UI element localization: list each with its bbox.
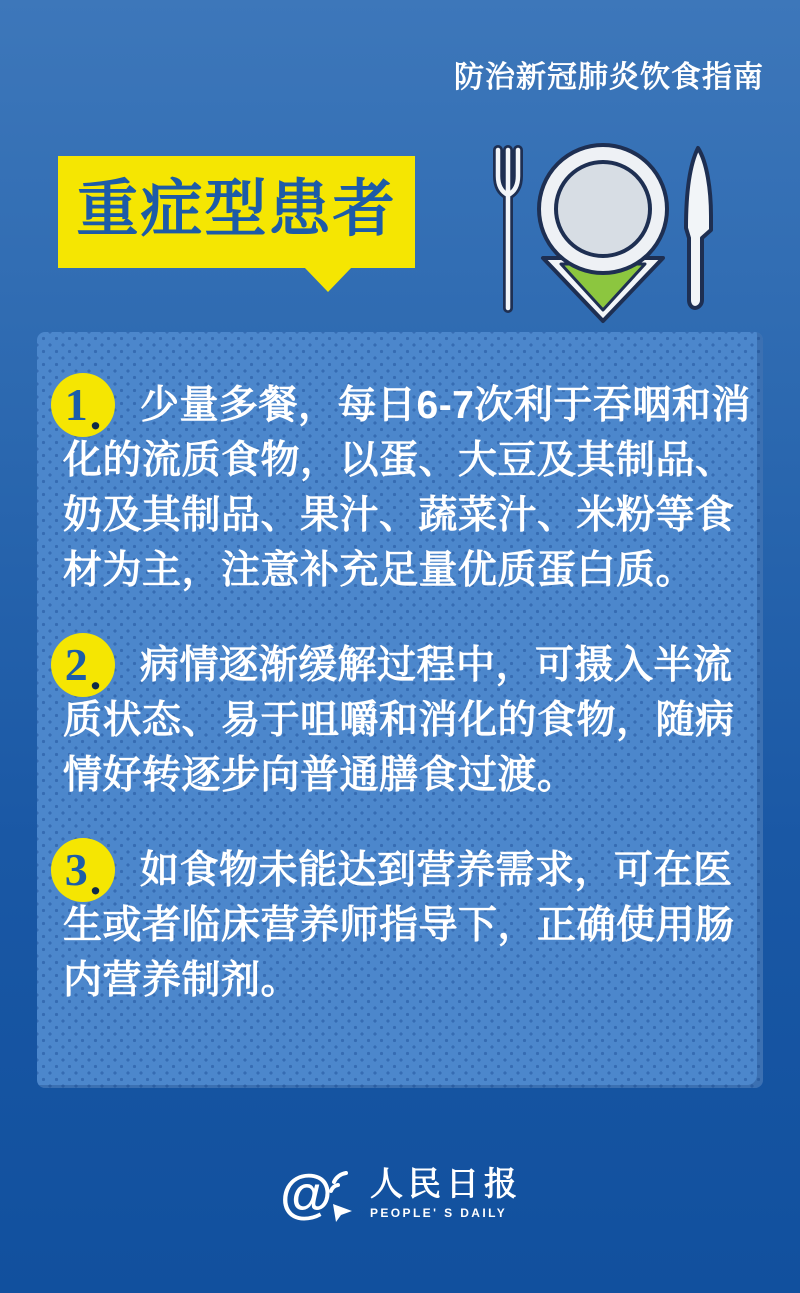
footer-brand <box>0 1162 800 1224</box>
list-item-1 <box>63 378 753 598</box>
number-badge-3: 3 . <box>51 838 115 902</box>
signal-wave-icon <box>334 1173 346 1182</box>
brand-name-en: PEOPLE' S DAILY <box>370 1206 508 1220</box>
content-panel <box>37 332 763 1088</box>
knife-icon <box>686 148 711 308</box>
number-badge-1: 1 . <box>51 373 115 437</box>
list-item-3 <box>63 843 753 1008</box>
number-badge-2: 2 . <box>51 633 115 697</box>
item-text-2: 病情逐渐缓解过程中，可摄入半流质状态、易于咀嚼和消化的食物，随病情好转逐步向普通膳食过渡。 <box>63 644 735 797</box>
brand-name-cn: 人民日报 <box>370 1165 522 1202</box>
page-title: 重症型患者 <box>76 175 397 244</box>
peoples-daily-at-logo-icon <box>278 1162 364 1224</box>
brand-text <box>370 1162 522 1220</box>
at-symbol: @ <box>280 1164 333 1224</box>
item-text-1: 少量多餐，每日6-7次利于吞咽和消化的流质食物，以蛋、大豆及其制品、奶及其制品、果汁、蔬菜汁、米粉等食材为主，注意补充足量优质蛋白质。 <box>63 384 751 592</box>
list-item-2 <box>63 638 753 803</box>
guide-title: 防治新冠肺炎饮食指南 <box>454 61 764 94</box>
item-text-3: 如食物未能达到营养需求，可在医生或者临床营养师指导下，正确使用肠内营养制剂。 <box>63 849 735 1002</box>
cursor-pointer-icon <box>333 1204 352 1222</box>
bubble-tail <box>304 267 352 292</box>
title-bubble <box>58 156 415 268</box>
fork-plate-knife-icon <box>465 138 730 333</box>
